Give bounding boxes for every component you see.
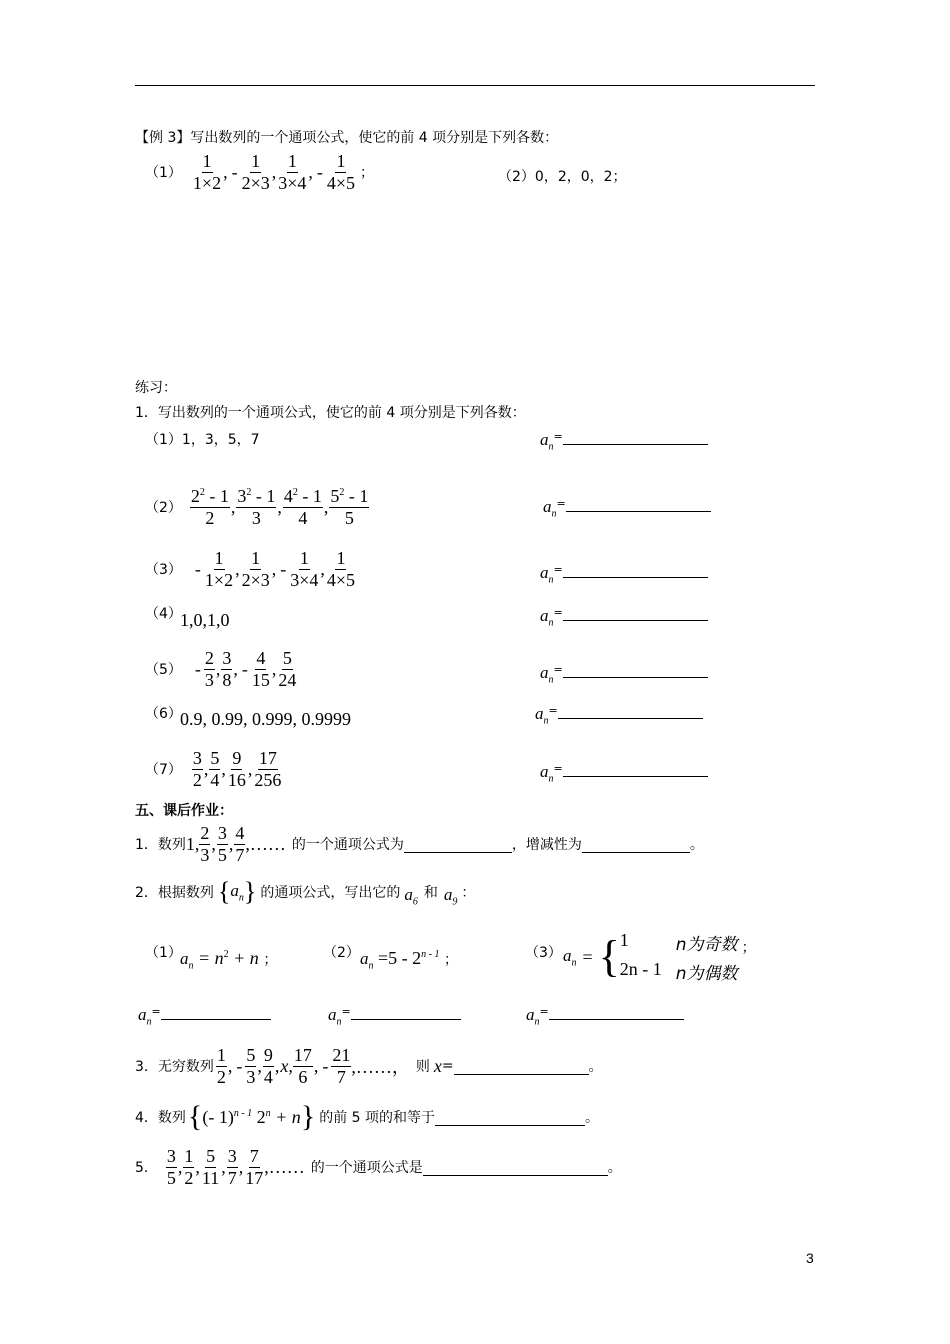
hw-q2-mid: 的通项公式，写出它的 [260,885,401,902]
fraction [216,1046,227,1087]
hw-q3-prefix: 3．无穷数列 [135,1059,214,1076]
a9-label: $a_9$ [443,885,458,908]
answer-blank[interactable] [351,1019,461,1020]
answer-line-5: $a_n^=$ [540,663,708,685]
practice-label-4: （4） [145,606,182,622]
fraction [326,152,356,193]
fraction-numerator: 3 [222,648,232,668]
practice-item-1: （1）1，3，5，7 [145,432,260,448]
fraction-numerator: 1 [299,548,309,568]
practice-item-7-terms [192,749,283,790]
fraction [234,824,245,865]
example3-part1-end: ； [360,165,375,182]
comma-separator: , [257,1055,262,1076]
fraction [293,1046,313,1087]
hw-q1-end: 。 [689,837,704,854]
fraction [251,649,271,690]
fraction-numerator: 5 [210,748,220,768]
fraction [199,824,210,865]
fraction [192,749,203,790]
fraction [244,1147,264,1188]
fraction-numerator: 3 [217,823,227,843]
hw-q2-prefix: 2．根据数列 [135,885,214,902]
fraction-denominator: 2×3 [241,172,270,193]
hw-q1-blank-2[interactable] [582,836,690,853]
practice-label-6: （6） [145,706,182,722]
an-label: $a_n$ [540,563,554,586]
hw-q3-eq: = [441,1058,454,1075]
case2-condition: n为偶数 [675,964,738,984]
practice-item-3-terms [192,549,356,590]
fraction [241,549,271,590]
fraction [227,749,247,790]
fraction [209,749,220,790]
fraction [204,649,215,690]
homework-title: 五、课后作业： [135,803,233,819]
comma-separator: , [177,1156,183,1177]
fraction-denominator: 11 [201,1167,220,1188]
answer-blank[interactable] [549,1019,684,1020]
practice-item-4-seq: 1,0,1,0 [180,610,230,630]
fraction-numerator: 1 [336,151,346,171]
fraction [245,1046,256,1087]
hw-q3-then: 则 [415,1059,430,1076]
an-label: $a_n$ [540,606,554,629]
fraction-numerator: 5 [206,1146,216,1166]
hw-q5-blank[interactable] [423,1159,608,1176]
hw-q5-terms [166,1147,264,1188]
hw-q2-2-formula: $a_n =5 - 2^{n - 1}$ ； [360,948,458,972]
comma-separator: , [227,1055,233,1076]
practice-label-3: （3） [145,562,182,579]
practice-q1: 1．写出数列的一个通项公式，使它的前 4 项分别是下列各数： [135,405,526,421]
hw-q4-blank[interactable] [435,1109,585,1126]
minus-sign: - [194,558,201,579]
comma-separator: , [228,833,234,854]
practice-item-6-seq: 0.9, 0.99, 0.999, 0.9999 [180,709,351,729]
fraction [221,649,232,690]
fraction-numerator: 1 [251,548,261,568]
practice-title: 练习： [135,380,177,396]
homework-q2 [135,877,475,907]
hw-q5-mid: 的一个通项公式是 [310,1160,423,1177]
answer-blank[interactable] [563,444,708,445]
minus-sign: - [241,658,248,679]
answer-blank[interactable] [563,776,708,777]
an-label: $a_n$ [540,430,554,453]
fraction-numerator: 4 [235,823,245,843]
fraction [241,152,271,193]
fraction [331,1046,351,1087]
fraction [236,487,276,528]
fraction-numerator: 1 [214,548,224,568]
fraction-denominator: 3 [200,844,210,865]
fraction-denominator: 7 [336,1066,346,1087]
hw-q4-prefix: 4．数列 [135,1110,186,1126]
hw-q3-terms-2 [293,1046,352,1087]
fraction [283,487,323,528]
fraction [263,1046,274,1087]
fraction-denominator: 2 [205,507,215,528]
case1-condition: n为奇数 [675,935,738,955]
an-label: $a_n$ [230,880,244,904]
minus-sign: - [231,161,238,182]
comma-separator: , [230,496,236,517]
comma-separator: , [221,758,226,779]
hw-q2-3-label: （3） [525,945,562,961]
homework-q5 [135,1147,622,1188]
fraction-numerator: $3^2 - 1$ [237,486,276,506]
an-label: $a_n$ [540,762,554,785]
answer-blank[interactable] [563,677,708,678]
fraction-numerator: 9 [263,1045,273,1065]
fraction-denominator: 2 [192,769,202,790]
practice-item-7 [145,749,282,790]
practice-item-2 [145,487,369,528]
hw-q2-end: ： [461,885,476,902]
a6-label: $a_6$ [404,885,418,908]
fraction-denominator: 4 [263,1066,273,1087]
hw-q3-x2: x [433,1055,442,1076]
fraction-denominator: 7 [235,844,245,865]
hw-q4-expression: (- 1)$^{n - 1}$ $2^n + n$ [202,1106,301,1127]
case1-value: 1 [619,930,629,950]
example3-part1-label: （1） [145,165,182,182]
answer-line-1: $a_n^=$ [540,430,708,452]
fraction [329,487,369,528]
answer-blank[interactable] [566,511,711,512]
comma-separator: , [235,558,240,579]
hw-q2-and: 和 [423,885,438,902]
practice-label-7: （7） [145,762,182,779]
fraction-denominator: 1×2 [192,172,222,193]
comma-separator: , [215,658,221,679]
an-label: $a_n$ [540,663,554,686]
fraction-numerator: 1 [336,548,346,568]
hw-q1-dots: ,…… [245,833,286,854]
practice-item-5-terms [192,649,298,690]
answer-blank[interactable] [563,620,708,621]
fraction-denominator: 4×5 [326,569,356,590]
hw-q1-blank-1[interactable] [404,836,512,853]
hw-q3-blank[interactable] [454,1058,589,1075]
fraction-numerator: 5 [246,1045,256,1065]
fraction-denominator: 3×4 [290,569,319,590]
fraction-numerator: 3 [192,748,202,768]
fraction-numerator: 21 [332,1045,351,1065]
fraction [166,1147,177,1188]
homework-q3 [135,1046,603,1087]
hw-q2-1-label: （1） [145,945,182,961]
fraction-numerator: 3 [227,1146,237,1166]
comma-separator: , [271,658,277,679]
hw-q1-first-term: 1, [185,833,200,854]
hw-q5-dots: ,…… [264,1156,305,1177]
answer-blank[interactable] [558,718,703,719]
fraction [217,824,228,865]
fraction [277,152,307,193]
fraction-denominator: 15 [251,669,270,690]
fraction-denominator: 256 [254,769,282,790]
hw-q4-mid: 的前 5 项的和等于 [319,1110,436,1126]
hw-q5-end: 。 [607,1160,622,1177]
practice-item-5 [145,649,297,690]
fraction [277,649,297,690]
comma-separator: , [195,1156,200,1177]
fraction-numerator: 2 [200,823,210,843]
fraction-numerator: 4 [256,648,266,668]
minus-sign: - [322,1055,329,1076]
hw-q4-end: 。 [585,1110,600,1126]
fraction-numerator: $5^2 - 1$ [330,486,369,506]
fraction-numerator: 1 [184,1146,194,1166]
minus-sign: - [194,658,201,679]
fraction [190,487,230,528]
homework-q4: 4．数列 { (- 1)$^{n - 1}$ $2^n + n$ } 的前 5 项的和等于 。 [135,1100,600,1133]
hw-q1-prefix: 1．数列 [135,837,186,854]
fraction-denominator: 16 [227,769,246,790]
answer-line-3: $a_n^=$ [540,563,708,585]
fraction-numerator: 2 [204,648,214,668]
comma-separator: , [203,758,209,779]
fraction-numerator: $2^2 - 1$ [190,486,229,506]
fraction [253,749,282,790]
comma-separator: , [323,496,329,517]
minus-sign: - [280,558,287,579]
fraction-denominator: 4 [210,769,220,790]
comma-separator: , [271,558,277,579]
hw-q2-answer-3: $a_n^=$ [526,1005,684,1027]
fraction [227,1147,238,1188]
fraction-denominator: 17 [245,1167,264,1188]
answer-blank[interactable] [161,1019,271,1020]
comma-separator: , [308,161,313,182]
practice-item-2-terms [190,487,370,528]
hw-q3-x: x, [280,1055,293,1076]
case2-value: 2n - 1 [619,959,662,979]
homework-q1 [135,824,704,865]
fraction-numerator: 7 [249,1146,259,1166]
answer-line-6: $a_n^=$ [535,704,703,726]
fraction [192,152,222,193]
practice-label-2: （2） [145,500,182,517]
fraction-denominator: 8 [222,669,232,690]
comma-separator: , [221,1156,226,1177]
fraction-denominator: 1×2 [204,569,234,590]
fraction-denominator: 24 [278,669,297,690]
hw-q2-answer-2: $a_n^=$ [328,1005,461,1027]
hw-q1-mid2: ，增减性为 [511,837,582,854]
example3-part1-terms [192,152,356,193]
fraction-denominator: 4×5 [326,172,356,193]
minus-sign: - [316,161,323,182]
comma-separator: , [271,161,277,182]
an-label: $a_n$ [535,704,549,727]
hw-q1-terms [199,824,245,865]
hw-q5-prefix: 5． [135,1160,158,1177]
answer-blank[interactable] [563,577,708,578]
fraction [326,549,356,590]
fraction-denominator: 3×4 [278,172,307,193]
fraction-numerator: 1 [287,151,297,171]
fraction-numerator: 9 [232,748,242,768]
fraction-numerator: 1 [251,151,261,171]
comma-separator: , [320,558,325,579]
hw-q2-answer-1: $a_n^=$ [138,1005,271,1027]
minus-sign: - [236,1055,243,1076]
fraction-denominator: 2 [184,1167,194,1188]
answer-line-2: $a_n^=$ [543,497,711,519]
comma-separator: , [223,161,228,182]
fraction [204,549,234,590]
hw-q3-dots: ,……， [351,1057,410,1078]
fraction-denominator: 3 [251,507,261,528]
comma-separator: , [238,1156,244,1177]
header-rule [135,85,815,86]
page-number: 3 [806,1250,814,1266]
example3-part2: （2）0，2，0，2； [498,169,627,185]
fraction-denominator: 5 [217,844,227,865]
fraction [183,1147,194,1188]
fraction-numerator: 5 [282,648,292,668]
fraction-denominator: 7 [227,1167,237,1188]
answer-line-7: $a_n^=$ [540,762,708,784]
fraction [201,1147,220,1188]
fraction-denominator: 3 [204,669,214,690]
fraction-denominator: 2 [216,1066,226,1087]
fraction-denominator: 5 [166,1167,176,1188]
fraction-denominator: 2×3 [241,569,270,590]
fraction [289,549,319,590]
fraction-denominator: 6 [298,1066,308,1087]
fraction-denominator: 4 [298,507,308,528]
hw-q3-end: 。 [588,1059,603,1076]
comma-separator: , [277,496,282,517]
hw-q1-mid: 的一个通项公式为 [291,837,404,854]
practice-item-3 [145,549,356,590]
comma-separator: , [233,658,238,679]
comma-separator: , [211,833,216,854]
hw-q2-seq-braces: { $a_n$ } [217,877,257,907]
fraction-denominator: 3 [246,1066,256,1087]
comma-separator: , [247,758,253,779]
fraction-numerator: 17 [258,748,277,768]
fraction-numerator: 1 [216,1045,226,1065]
fraction-numerator: 17 [293,1045,312,1065]
hw-q3-terms [216,1046,281,1087]
practice-label-5: （5） [145,662,182,679]
hw-q2-1-formula: $a_n = n^2 + n$ ； [180,948,278,972]
fraction-numerator: 3 [166,1146,176,1166]
hw-q2-2-label: （2） [323,945,360,961]
comma-separator: , [274,1055,280,1076]
fraction-numerator: $4^2 - 1$ [283,486,322,506]
example3-heading: 【例 3】写出数列的一个通项公式，使它的前 4 项分别是下列各数： [135,130,559,146]
hw-q2-3-formula: $a_n$ = { 1 n为奇数 2n - 1 n为偶数 ； [563,930,756,984]
answer-line-4: $a_n^=$ [540,606,708,628]
example3-part1 [145,152,374,193]
fraction-denominator: 5 [344,507,354,528]
comma-separator: , [313,1055,319,1076]
an-label: $a_n$ [543,497,557,520]
fraction-numerator: 1 [202,151,212,171]
